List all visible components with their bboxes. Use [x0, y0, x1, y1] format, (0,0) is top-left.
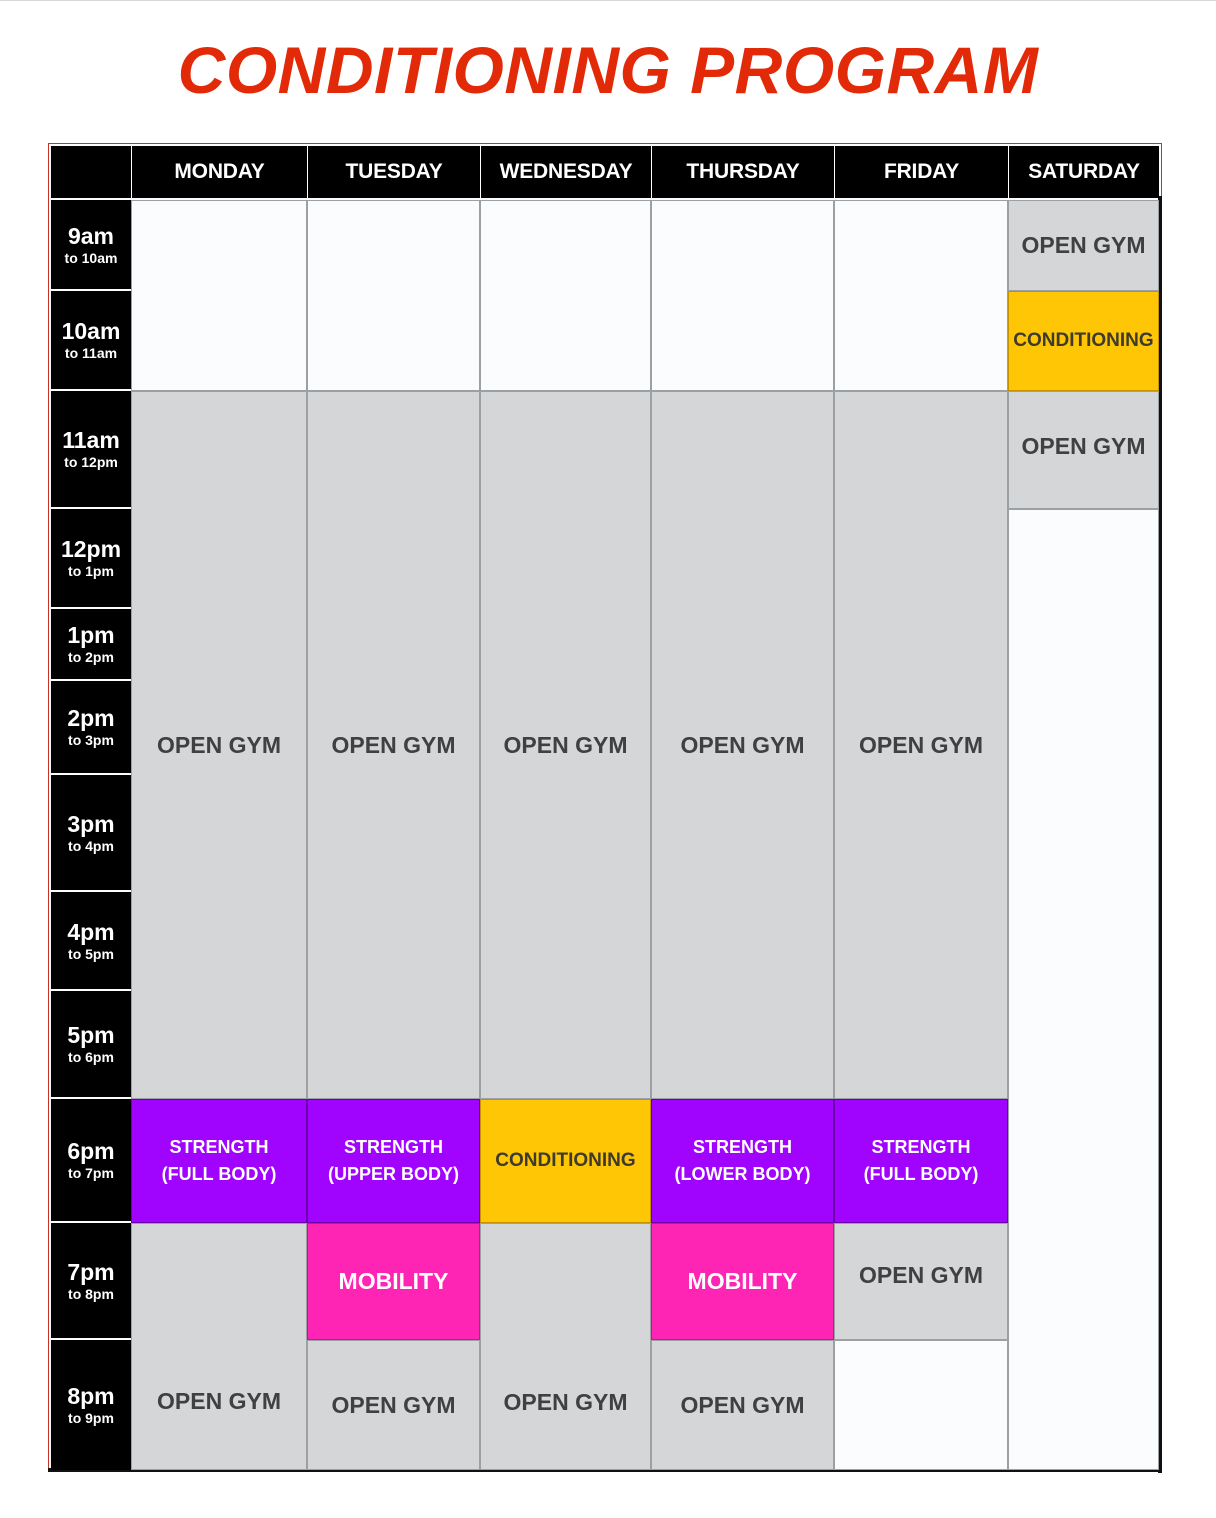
thursday-strength: [651, 1099, 834, 1223]
wednesday-open-gym: [480, 391, 651, 1099]
time-start: 9am: [67, 222, 115, 249]
friday-open-gym-evening: [834, 1223, 1008, 1340]
friday-strength: [834, 1099, 1008, 1223]
time-slot-4pm: [51, 892, 131, 989]
time-start: 2pm: [67, 705, 115, 731]
session-label: OPEN GYM: [331, 731, 456, 758]
session-sublabel: (UPPER BODY): [327, 1164, 459, 1184]
session-label: OPEN GYM: [1021, 432, 1146, 459]
time-start: 11am: [62, 427, 120, 453]
time-end: to 2pm: [68, 649, 114, 665]
time-slot-6pm: [51, 1099, 131, 1221]
tuesday-open-gym: [307, 391, 480, 1099]
empty-slot: [651, 200, 834, 391]
time-end: to 8pm: [68, 1285, 114, 1302]
header-thursday: THURSDAY: [651, 146, 834, 198]
empty-slot: [131, 200, 307, 391]
time-start: 4pm: [67, 918, 115, 945]
tuesday-open-gym-evening: [307, 1340, 480, 1470]
time-slot-5pm: [51, 991, 131, 1097]
session-label: MOBILITY: [338, 1268, 449, 1294]
time-slot-12pm: [51, 509, 131, 607]
time-slot-2pm: [51, 681, 131, 773]
time-start: 6pm: [67, 1138, 115, 1164]
wednesday-open-gym-evening: [480, 1223, 651, 1470]
wednesday-conditioning: [480, 1099, 651, 1223]
thursday-open-gym: [651, 391, 834, 1099]
time-slot-10am: [51, 291, 131, 389]
time-start: 7pm: [67, 1258, 115, 1285]
time-slot-7pm: [51, 1223, 131, 1338]
empty-slot: [480, 200, 651, 391]
page-title: CONDITIONING PROGRAM: [177, 33, 1039, 107]
empty-slot: [834, 200, 1008, 391]
saturday-conditioning: [1008, 291, 1159, 391]
time-start: 5pm: [67, 1022, 115, 1048]
session-sublabel: (FULL BODY): [161, 1164, 277, 1184]
time-start: 1pm: [67, 622, 115, 648]
time-end: to 1pm: [68, 563, 114, 579]
time-end: to 9pm: [68, 1410, 114, 1426]
time-slot-1pm: [51, 609, 131, 679]
time-slot-9am: [51, 200, 131, 289]
session-sublabel: (FULL BODY): [863, 1164, 979, 1184]
top-divider: [0, 0, 1216, 1]
tuesday-strength: [307, 1099, 480, 1223]
time-end: to 10am: [64, 249, 118, 266]
header-wednesday: WEDNESDAY: [480, 146, 651, 198]
schedule-table: [48, 143, 1162, 1472]
friday-open-gym: [834, 391, 1008, 1099]
thursday-mobility: [651, 1223, 834, 1340]
time-end: to 6pm: [68, 1049, 114, 1065]
header-friday: FRIDAY: [834, 146, 1008, 198]
time-slot-3pm: [51, 775, 131, 890]
saturday-open-gym: [1008, 391, 1159, 509]
session-label: STRENGTH: [871, 1137, 971, 1157]
session-label: STRENGTH: [693, 1137, 792, 1157]
time-slot-11am: [51, 391, 131, 507]
session-sublabel: (LOWER BODY): [674, 1164, 811, 1184]
time-end: to 5pm: [68, 945, 114, 962]
time-end: to 4pm: [68, 837, 114, 854]
saturday-open-gym-morning: [1008, 200, 1159, 291]
session-label: STRENGTH: [169, 1137, 269, 1157]
session-label: OPEN GYM: [157, 1388, 281, 1414]
monday-strength: [131, 1099, 307, 1223]
empty-slot: [1008, 509, 1159, 1470]
session-label: OPEN GYM: [331, 1391, 456, 1418]
time-end: to 11am: [64, 345, 118, 361]
session-label: STRENGTH: [344, 1137, 443, 1157]
header-corner: [51, 146, 131, 198]
session-label: OPEN GYM: [680, 731, 805, 758]
time-slot-8pm: [51, 1340, 131, 1470]
empty-slot: [834, 1340, 1008, 1470]
header-saturday: SATURDAY: [1008, 146, 1159, 198]
time-end: to 12pm: [64, 454, 118, 470]
header-tuesday: TUESDAY: [307, 146, 480, 198]
session-label: OPEN GYM: [859, 1262, 983, 1288]
empty-slot: [307, 200, 480, 391]
thursday-open-gym-evening: [651, 1340, 834, 1470]
session-label: CONDITIONING: [1013, 330, 1154, 351]
tuesday-mobility: [307, 1223, 480, 1340]
time-end: to 3pm: [68, 732, 114, 748]
session-label: OPEN GYM: [503, 1389, 628, 1415]
session-label: CONDITIONING: [495, 1150, 636, 1171]
monday-open-gym-evening: [131, 1223, 307, 1470]
header-monday: MONDAY: [131, 146, 307, 198]
session-label: OPEN GYM: [1021, 232, 1146, 258]
session-label: OPEN GYM: [503, 731, 628, 758]
time-start: 10am: [61, 318, 121, 344]
time-start: 3pm: [67, 810, 115, 837]
time-start: 12pm: [60, 536, 122, 562]
time-start: 8pm: [67, 1383, 115, 1409]
session-label: OPEN GYM: [859, 731, 983, 758]
monday-open-gym: [131, 391, 307, 1099]
session-label: MOBILITY: [687, 1268, 798, 1294]
session-label: OPEN GYM: [157, 731, 281, 758]
session-label: OPEN GYM: [680, 1391, 805, 1418]
time-end: to 7pm: [68, 1165, 114, 1181]
